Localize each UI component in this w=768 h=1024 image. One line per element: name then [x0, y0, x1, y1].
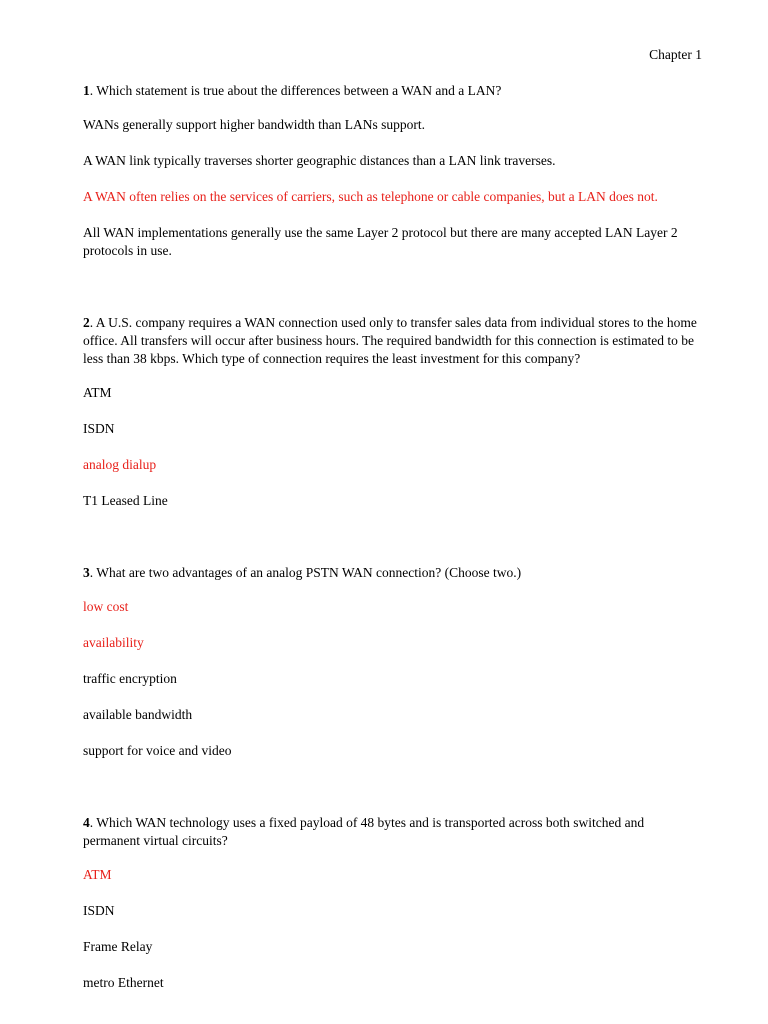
correct-answer-option: ATM [83, 867, 112, 882]
question-block-4 [83, 814, 703, 992]
question-text: 3. What are two advantages of an analog PSTN WAN connection? (Choose two.) [83, 565, 522, 580]
answer-option: A WAN link typically traverses shorter geographic distances than a LAN link traverses. [83, 153, 556, 168]
question-text: 2. A U.S. company requires a WAN connection used only to transfer sales data from individual stores to the home office. All transfers will occur after business hours. The required bandwidth for this connection is estimated to be less than 38 kbps. Which type of connection requires the least investment for this company? [83, 315, 697, 366]
correct-answer-option: availability [83, 635, 144, 650]
correct-answer-option: analog dialup [83, 457, 157, 472]
answer-option: available bandwidth [83, 707, 193, 722]
question-text: 4. Which WAN technology uses a fixed payload of 48 bytes and is transported across both switched and permanent virtual circuits? [83, 815, 645, 848]
question-block-3 [83, 564, 703, 760]
document-body [83, 82, 703, 1010]
correct-answer-option: A WAN often relies on the services of carriers, such as telephone or cable companies, but a LAN does not. [83, 189, 658, 204]
answer-option: Frame Relay [83, 939, 153, 954]
question-block-2 [83, 314, 703, 510]
answer-option: traffic encryption [83, 671, 177, 686]
question-number: 3 [83, 565, 90, 580]
question-number: 2 [83, 315, 90, 330]
answer-option: metro Ethernet [83, 975, 164, 990]
answer-option: ISDN [83, 421, 115, 436]
question-number: 1 [83, 83, 90, 98]
answer-option: T1 Leased Line [83, 493, 168, 508]
answer-option: WANs generally support higher bandwidth than LANs support. [83, 117, 425, 132]
correct-answer-option: low cost [83, 599, 129, 614]
question-number: 4 [83, 815, 90, 830]
answer-option: ATM [83, 385, 112, 400]
question-text: 1. Which statement is true about the differences between a WAN and a LAN? [83, 83, 502, 98]
answer-option: All WAN implementations generally use the same Layer 2 protocol but there are many accepted LAN Layer 2 protocols in use. [83, 225, 678, 258]
answer-option: ISDN [83, 903, 115, 918]
question-block-1 [83, 82, 703, 260]
chapter-header: Chapter 1 [649, 47, 702, 62]
answer-option: support for voice and video [83, 743, 232, 758]
